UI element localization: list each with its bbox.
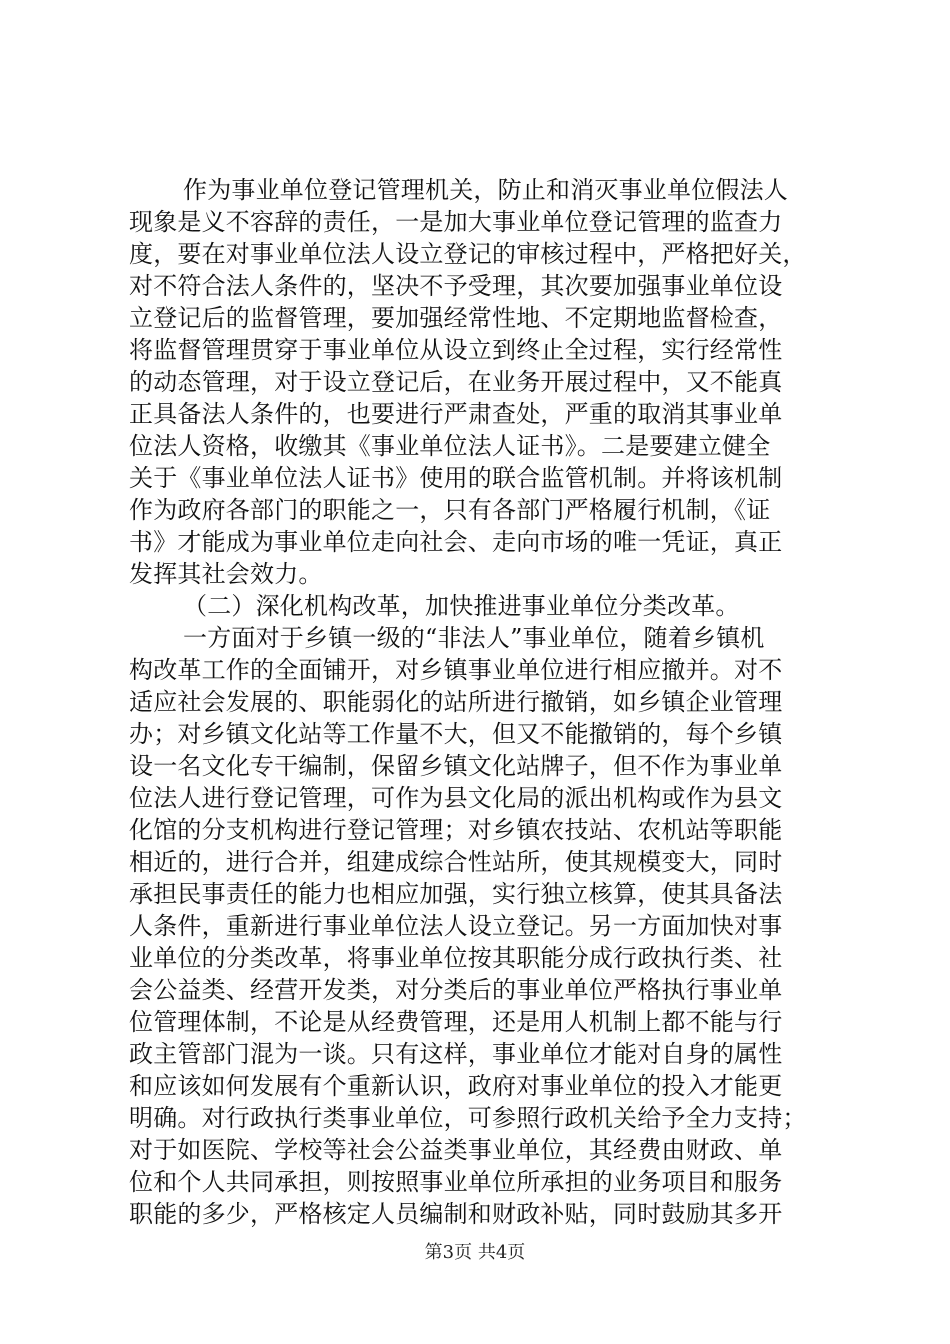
document-body [129,174,833,1230]
text-line: 承担民事责任的能力也相应加强，实行独立核算，使其具备法 [129,880,783,908]
text-line: 关于《事业单位法人证书》使用的联合监管机制。并将该机制 [129,464,783,492]
text-line: 相近的，进行合并，组建成综合性站所，使其规模变大，同时 [129,848,783,876]
text-line: 立登记后的监督管理，要加强经常性地、不定期地监督检查， [129,304,783,332]
text-line: 和应该如何发展有个重新认识，政府对事业单位的投入才能更 [129,1072,783,1100]
section-heading: （二）深化机构改革，加快推进事业单位分类改革。 [183,592,740,620]
text-line: 现象是义不容辞的责任，一是加大事业单位登记管理的监查力 [129,208,783,236]
text-line: 人条件，重新进行事业单位法人设立登记。另一方面加快对事 [129,912,783,940]
text-line: 作为事业单位登记管理机关，防止和消灭事业单位假法人 [183,176,788,204]
text-line: 位法人进行登记管理，可作为县文化局的派出机构或作为县文 [129,784,783,812]
paragraph-2 [129,622,833,1230]
paragraph-1 [129,174,833,590]
text-line: 将监督管理贯穿于事业单位从设立到终止全过程，实行经常性 [129,336,783,364]
text-line: 书》才能成为事业单位走向社会、走向市场的唯一凭证，真正 [129,528,783,556]
text-line: 适应社会发展的、职能弱化的站所进行撤销，如乡镇企业管理 [129,688,783,716]
text-line: 的动态管理，对于设立登记后，在业务开展过程中，又不能真 [129,368,783,396]
text-line: 位法人资格，收缴其《事业单位法人证书》。二是要建立健全 [129,432,771,460]
text-line: 明确。对行政执行类事业单位，可参照行政机关给予全力支持； [129,1104,807,1132]
text-line: 位和个人共同承担，则按照事业单位所承担的业务项目和服务 [129,1168,783,1196]
text-line: 位管理体制，不论是从经费管理，还是用人机制上都不能与行 [129,1008,783,1036]
text-line: 一方面对于乡镇一级的“非法人”事业单位，随着乡镇机 [183,624,765,652]
text-line: 发挥其社会效力。 [129,560,323,588]
text-line: 设一名文化专干编制，保留乡镇文化站牌子，但不作为事业单 [129,752,783,780]
text-line: 正具备法人条件的，也要进行严肃查处，严重的取消其事业单 [129,400,783,428]
text-line: 业单位的分类改革，将事业单位按其职能分成行政执行类、社 [129,944,783,972]
text-line: 政主管部门混为一谈。只有这样，事业单位才能对自身的属性 [129,1040,783,1068]
text-line: 化馆的分支机构进行登记管理；对乡镇农技站、农机站等职能 [129,816,783,844]
text-line: 职能的多少，严格核定人员编制和财政补贴，同时鼓励其多开 [129,1200,783,1228]
text-line: 构改革工作的全面铺开，对乡镇事业单位进行相应撤并。对不 [129,656,783,684]
text-line: 作为政府各部门的职能之一，只有各部门严格履行机制，《证 [129,496,771,524]
text-line: 对于如医院、学校等社会公益类事业单位，其经费由财政、单 [129,1136,783,1164]
page-indicator: 第3页 共4页 [424,1242,526,1263]
text-line: 对不符合法人条件的，坚决不予受理，其次要加强事业单位设 [129,272,783,300]
text-line: 办；对乡镇文化站等工作量不大，但又不能撤销的，每个乡镇 [129,720,783,748]
text-line: 度，要在对事业单位法人设立登记的审核过程中，严格把好关， [129,240,807,268]
page-footer [0,1241,950,1265]
text-line: 会公益类、经营开发类，对分类后的事业单位严格执行事业单 [129,976,783,1004]
